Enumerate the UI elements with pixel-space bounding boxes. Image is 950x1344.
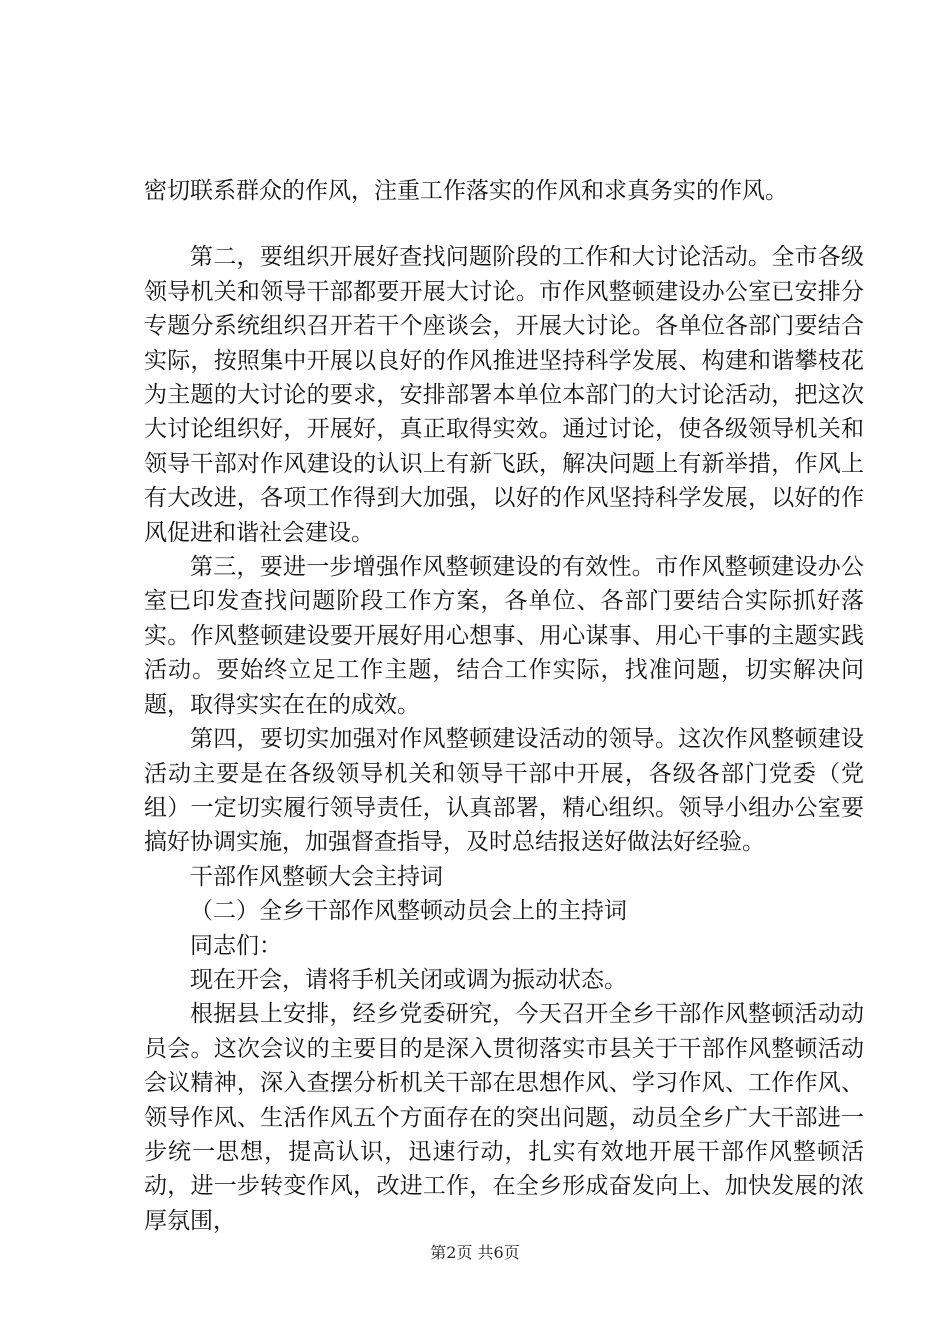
document-body	[144, 174, 864, 1238]
paragraph-point-two: 第二，要组织开展好查找问题阶段的工作和大讨论活动。全市各级领导机关和领导干部都要开展大讨论。市作风整顿建设办公室已安排分专题分系统组织召开若干个座谈会，开展大讨论。各单位各部门要结合实际，按照集中开展以良好的作风推进坚持科学发展、构建和谐攀枝花为主题的大讨论的要求，安排部署本单位本部门的大讨论活动，把这次大讨论组织好，开展好，真正取得实效。通过讨论，使各级领导机关和领导干部对作风建设的认识上有新飞跃，解决问题上有新举措，作风上有大改进，各项工作得到大加强，以好的作风坚持科学发展，以好的作风促进和谐社会建设。	[144, 244, 864, 546]
paragraph-opening-notice: 现在开会，请将手机关闭或调为振动状态。	[190, 966, 627, 993]
paragraph-meeting-purpose: 根据县上安排，经乡党委研究，今天召开全乡干部作风整顿活动动员会。这次会议的主要目的是深入贯彻落实市县关于干部作风整顿活动会议精神，深入查摆分析机关干部在思想作风、学习作风、工作作风、领导作风、生活作风五个方面存在的突出问题，动员全乡广大干部进一步统一思想，提高认识，迅速行动，扎实有效地开展干部作风整顿活动，进一步转变作风，改进工作，在全乡形成奋发向上、加快发展的浓厚氛围，	[144, 1001, 864, 1234]
salutation: 同志们：	[190, 932, 282, 959]
section-subheading: （二）全乡干部作风整顿动员会上的主持词	[190, 898, 627, 925]
section-heading: 干部作风整顿大会主持词	[190, 863, 443, 890]
paragraph-point-three: 第三，要进一步增强作风整顿建设的有效性。市作风整顿建设办公室已印发查找问题阶段工作方案，各单位、各部门要结合实际抓好落实。作风整顿建设要开展好用心想事、用心谋事、用心干事的主题实践活动。要始终立足工作主题，结合工作实际，找准问题，切实解决问题，取得实实在在的成效。	[144, 554, 864, 718]
page-number-footer: 第2页 共6页	[430, 1243, 520, 1262]
paragraph-continuation: 密切联系群众的作风，注重工作落实的作风和求真务实的作风。	[144, 178, 788, 204]
paragraph-point-four: 第四，要切实加强对作风整顿建设活动的领导。这次作风整顿建设活动主要是在各级领导机关和领导干部中开展，各级各部门党委（党组）一定切实履行领导责任，认真部署，精心组织。领导小组办公室要搞好协调实施，加强督查指导，及时总结报送好做法好经验。	[144, 726, 864, 856]
